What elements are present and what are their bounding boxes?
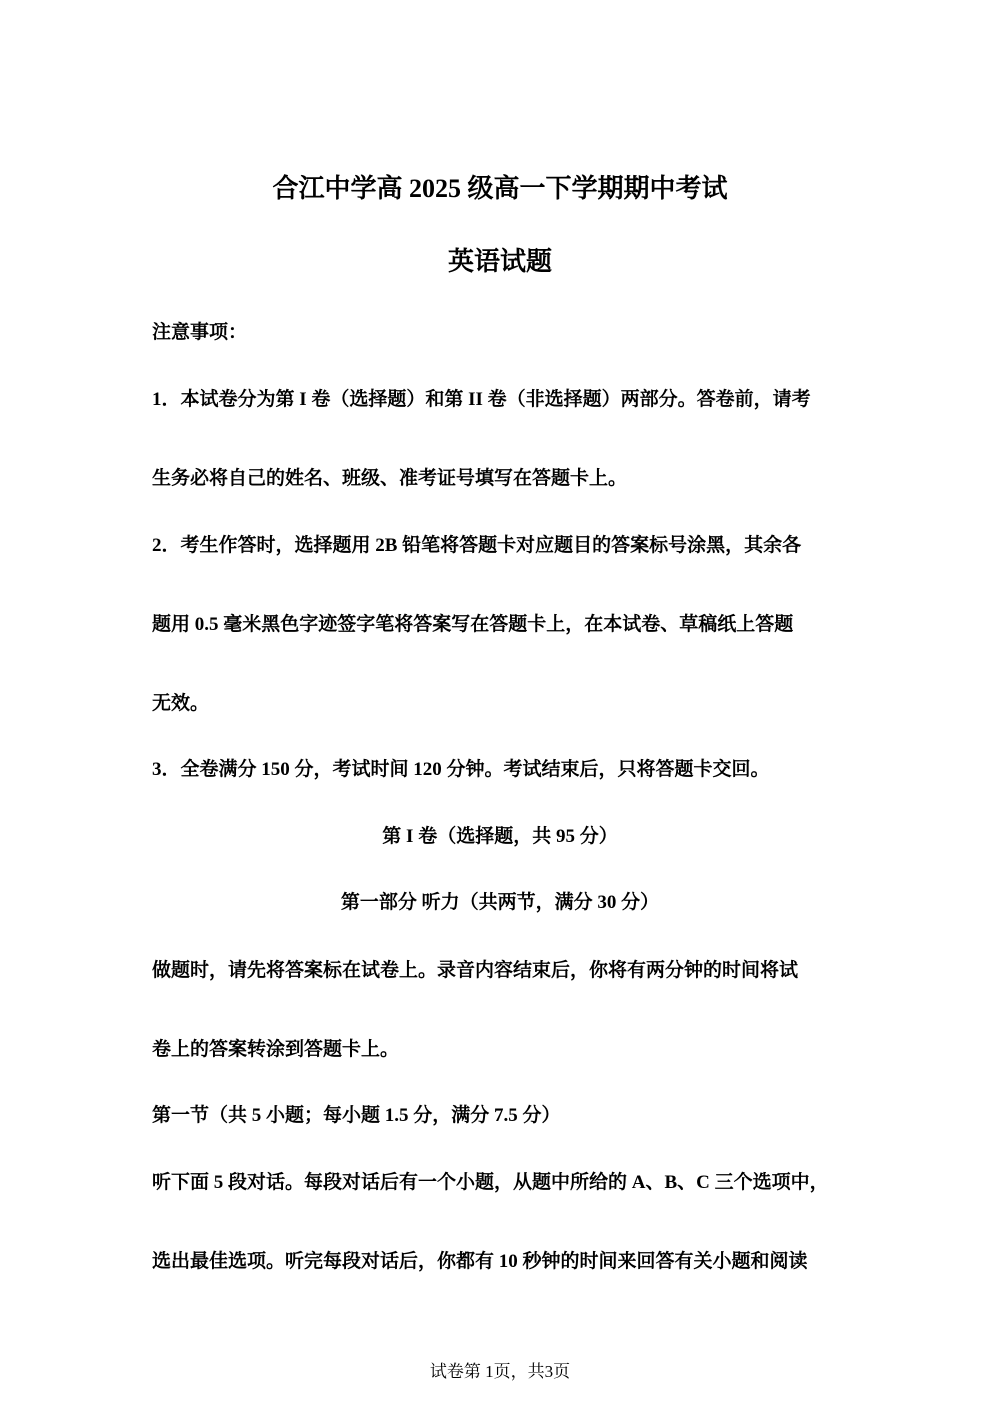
exam-title: 合江中学高 2025 级高一下学期期中考试 — [272, 174, 728, 203]
instruction-line-1: 做题时，请先将答案标在试卷上。录音内容结束后，你将有两分钟的时间将试 — [152, 960, 799, 981]
section-1-line-2: 选出最佳选项。听完每段对话后，你都有 10 秒钟的时间来回答有关小题和阅读 — [152, 1251, 808, 1272]
section-1-heading: 第一节（共 5 小题；每小题 1.5 分，满分 7.5 分） — [152, 1105, 561, 1126]
instruction-line-2: 卷上的答案转涂到答题卡上。 — [152, 1039, 400, 1060]
notice-item-2-line-2: 题用 0.5 毫米黑色字迹签字笔将答案写在答题卡上，在本试卷、草稿纸上答题 — [152, 614, 794, 635]
section-1-line-1: 听下面 5 段对话。每段对话后有一个小题，从题中所给的 A、B、C 三个选项中， — [152, 1172, 829, 1193]
volume-1-heading: 第 I 卷（选择题，共 95 分） — [382, 826, 618, 847]
notice-item-2-line-1: 2．考生作答时，选择题用 2B 铅笔将答题卡对应题目的答案标号涂黑，其余各 — [152, 535, 802, 556]
page-footer: 试卷第 1页，共3页 — [429, 1362, 571, 1381]
notice-heading: 注意事项： — [152, 322, 248, 343]
notice-item-3-line-1: 3．全卷满分 150 分，考试时间 120 分钟。考试结束后，只将答题卡交回。 — [152, 759, 770, 780]
exam-subtitle: 英语试题 — [447, 247, 552, 276]
notice-item-1-line-2: 生务必将自己的姓名、班级、准考证号填写在答题卡上。 — [152, 468, 628, 489]
notice-item-1-line-1: 1．本试卷分为第 I 卷（选择题）和第 II 卷（非选择题）两部分。答卷前，请考 — [152, 389, 811, 410]
part-1-heading: 第一部分 听力（共两节，满分 30 分） — [340, 892, 660, 913]
notice-item-2-line-3: 无效。 — [152, 693, 210, 714]
